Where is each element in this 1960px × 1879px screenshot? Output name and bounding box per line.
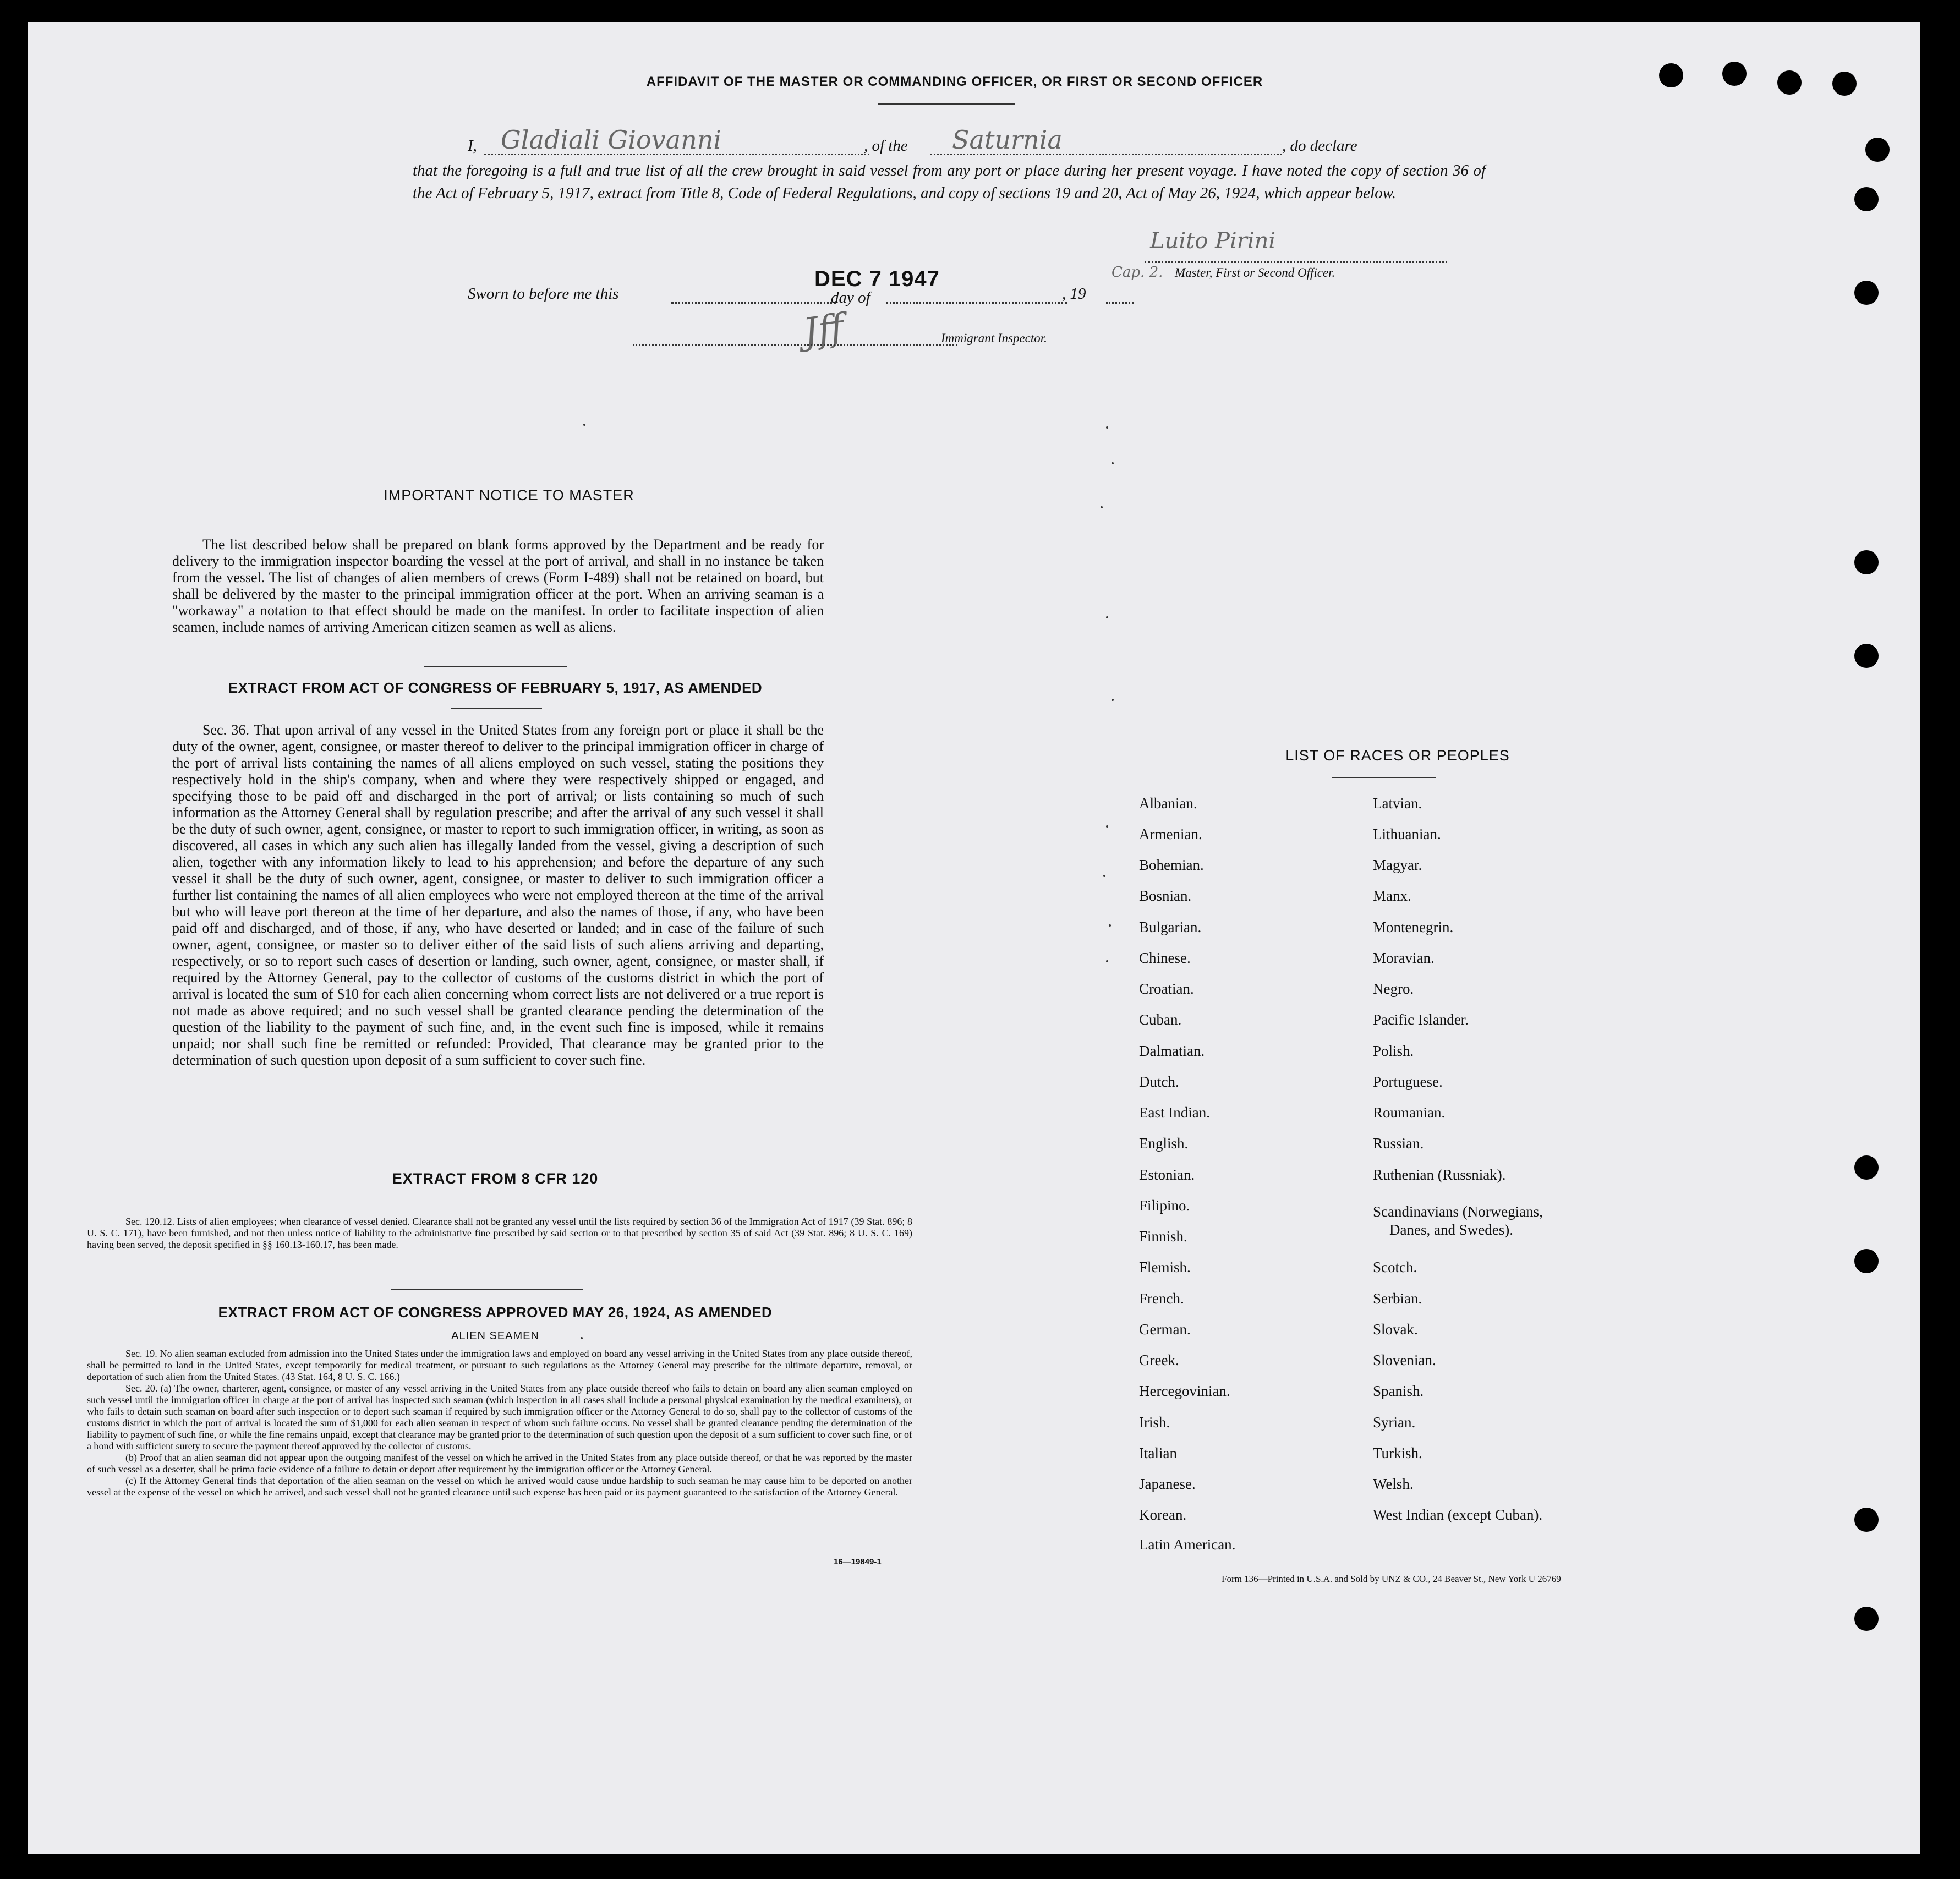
race-item: Armenian.	[1139, 826, 1202, 842]
race-item: Latin American.	[1139, 1536, 1236, 1553]
race-item: Roumanian.	[1373, 1104, 1446, 1121]
cfr-heading: EXTRACT FROM 8 CFR 120	[392, 1170, 599, 1187]
race-item: Spanish.	[1373, 1383, 1424, 1399]
master-signature: Luito Pirini	[1150, 228, 1276, 254]
year-field	[1106, 283, 1134, 304]
extract-1917-body: Sec. 36. That upon arrival of any vessel in the United States from any foreign port or place it shall be the duty of the owner, agent, consignee, or master thereof to deliver to the principal immigration officer in charge of the port of arrival lists containing the names of all aliens employed on such vessel, stating the positions they respectively hold in the ship's company, when and where they were respectively shipped or engaged, and specifying those to be paid off and discharged in the port of arrival; or lists containing so much of such information as the Attorney General shall by regulation prescribe; and after the arrival of any such vessel it shall be the duty of such owner, agent, consignee, or master to report to such immigration officer, in writing, as soon as discovered, all cases in which any such alien has illegally landed from the vessel, giving a description of such alien, together with any information likely to lead to his apprehension; and before the departure of any such vessel it shall be the duty of such owner, agent, consignee, or master to deliver to such immigration officer a further list containing the names of all alien employees who were not employed thereon at the time of the arrival but who will leave port thereon at the time of her departure, and also the names of those, if any, who have been paid off and discharged, and of those, if any, who have deserted or landed; and in case of the failure of such owner, agent, consignee, or master so to deliver either of the said lists of such aliens arriving and departing, respectively, or so to report such cases of desertion or landing, such owner, agent, consignee, or master shall, if required by the Attorney General, pay to the collector of customs of the customs district in which the port of arrival is located the sum of $10 for each alien concerning whom correct lists are not delivered or a true report is not made as above required; and no such vessel shall be granted clearance pending the determination of the question of the liability to the payment of such fine, and, in the event such fine is imposed, while it remains unpaid; nor shall such fine be remitted or refunded: Provided, That clearance may be granted prior to the determination of such question upon deposit of a sum sufficient to cover such fine.	[172, 722, 824, 1068]
punch-hole	[1777, 70, 1802, 95]
race-item: Bohemian.	[1139, 857, 1204, 873]
punch-hole	[1854, 1249, 1879, 1273]
race-item: Scotch.	[1373, 1259, 1417, 1275]
alien-seamen-subheading: ALIEN SEAMEN	[451, 1330, 539, 1342]
race-item: Montenegrin.	[1373, 919, 1454, 935]
race-item: Latvian.	[1373, 795, 1422, 812]
race-item: Manx.	[1373, 888, 1411, 904]
punch-hole	[1659, 63, 1683, 87]
race-item: Slovak.	[1373, 1321, 1418, 1338]
race-item: Moravian.	[1373, 950, 1435, 966]
date-stamp: DEC 7 1947	[814, 267, 940, 291]
race-item: Flemish.	[1139, 1259, 1191, 1275]
punch-hole	[1854, 550, 1879, 574]
divider	[424, 666, 567, 667]
race-item: Negro.	[1373, 980, 1414, 997]
race-item: Croatian.	[1139, 980, 1194, 997]
race-item: Slovenian.	[1373, 1352, 1436, 1368]
race-item: West Indian (except Cuban).	[1373, 1507, 1543, 1523]
punch-hole	[1854, 644, 1879, 668]
punch-hole	[1722, 62, 1747, 86]
month-field	[886, 283, 1067, 304]
race-item: Syrian.	[1373, 1414, 1416, 1431]
master-label: Master, First or Second Officer.	[1175, 266, 1335, 280]
document-page	[28, 22, 1920, 1854]
divider	[391, 1289, 583, 1290]
i-label: I,	[468, 137, 477, 155]
sworn-label: Sworn to before me this	[468, 285, 619, 303]
race-item: Portuguese.	[1373, 1073, 1443, 1090]
sec-20a-paragraph: Sec. 20. (a) The owner, charterer, agent, consignee, or master of any vessel arriving in the United States from any place outside thereof who fails to detain on board any alien seaman employed on such vessel until the immigration officer in charge at the port of arrival has inspected such seaman (which inspection in all cases shall include a personal physical examination by the medical examiners), or who fails to detain such seaman on board after such inspection or to deport such seaman if required by such immigration officer or the Attorney General to do so, shall pay to the collector of customs of the customs district in which the port of arrival is located the sum of $1,000 for each alien seaman in respect of whom such failure occurs. No vessel shall be granted clearance pending the determination of the liability to payment of such fine, or while the fine remains unpaid, except that clearance may be granted prior to the determination of such question upon the deposit of a sum sufficient to cover such fine, or of a bond with sufficient surety to secure the payment thereof approved by the collector of customs.	[87, 1383, 912, 1451]
punch-hole	[1854, 187, 1879, 211]
race-item: Finnish.	[1139, 1228, 1187, 1245]
race-item: Cuban.	[1139, 1011, 1182, 1028]
race-item: German.	[1139, 1321, 1191, 1338]
race-item: French.	[1139, 1290, 1184, 1307]
sec-20c-paragraph: (c) If the Attorney General finds that deportation of the alien seaman on the vessel on which he arrived would cause undue hardship to such seaman he may cause him to be deported on another vessel at the expense of the vessel on which he arrived, and such vessel shall not be granted clearance until such expense has been paid or its payment guaranteed to the satisfaction of the Attorney General.	[87, 1475, 912, 1498]
punch-hole	[1854, 1508, 1879, 1532]
punch-hole	[1854, 1607, 1879, 1631]
notice-heading: IMPORTANT NOTICE TO MASTER	[384, 487, 634, 503]
race-item: Lithuanian.	[1373, 826, 1441, 842]
race-item: English.	[1139, 1135, 1189, 1152]
cfr-body: Sec. 120.12. Lists of alien employees; when clearance of vessel denied. Clearance shall not be granted any vessel until the lists required by section 36 of the Immigration Act of 1917 (39 Stat. 896; 8 U. S. C. 171), have been furnished, and not then unless notice of liability to the administrative fine prescribed by said section or to that prescribed by section 35 of said Act (39 Stat. 896; 8 U. S. C. 169) having been served, the deposit specified in §§ 160.13-160.17, has been made.	[87, 1216, 912, 1250]
day-field	[671, 283, 836, 304]
race-item: Ruthenian (Russniak).	[1373, 1166, 1506, 1183]
punch-hole	[1865, 138, 1890, 162]
punch-hole	[1832, 72, 1857, 96]
race-item: East Indian.	[1139, 1104, 1210, 1121]
race-item: Estonian.	[1139, 1166, 1195, 1183]
race-item: Serbian.	[1373, 1290, 1422, 1307]
race-item: Italian	[1139, 1445, 1177, 1461]
race-item: Magyar.	[1373, 857, 1422, 873]
affidavit-title: AFFIDAVIT OF THE MASTER OR COMMANDING OFFICER, OR FIRST OR SECOND OFFICER	[646, 74, 1263, 89]
signature-field	[1145, 245, 1447, 263]
inspector-label: Immigrant Inspector.	[941, 331, 1047, 345]
day-of-label: day of	[831, 289, 870, 306]
inspector-field	[633, 327, 957, 346]
punch-hole	[1854, 1155, 1879, 1180]
race-item: Bosnian.	[1139, 888, 1192, 904]
form-footer: Form 136—Printed in U.S.A. and Sold by UNZ & CO., 24 Beaver St., New York U 26769	[1222, 1574, 1561, 1584]
race-item: Greek.	[1139, 1352, 1179, 1368]
race-item: Dutch.	[1139, 1073, 1179, 1090]
race-item: Turkish.	[1373, 1445, 1422, 1461]
race-item: Russian.	[1373, 1135, 1424, 1152]
race-item: Bulgarian.	[1139, 919, 1202, 935]
year-label: , 19	[1062, 285, 1086, 303]
divider	[878, 103, 1015, 105]
race-item: Danes, and Swedes).	[1389, 1221, 1513, 1238]
extract-1924-heading: EXTRACT FROM ACT OF CONGRESS APPROVED MAY 26, 1924, AS AMENDED	[218, 1304, 773, 1321]
divider	[1332, 777, 1436, 778]
race-item: Hercegovinian.	[1139, 1383, 1230, 1399]
affidavit-body: that the foregoing is a full and true list of all the crew brought in said vessel from any port or place during her present voyage. I have noted the copy of section 36 of the Act of February 5, 1917, extract from Title 8, Code of Federal Regulations, and copy of sections 19 and 20, Act of May 26, 1924, which appear below.	[413, 162, 1486, 202]
punch-hole	[1854, 281, 1879, 305]
master-name-handwriting: Gladiali Giovanni	[501, 125, 722, 155]
races-heading: LIST OF RACES OR PEOPLES	[1285, 747, 1510, 764]
inspector-signature: Jff	[800, 305, 847, 353]
race-item: Japanese.	[1139, 1476, 1196, 1492]
form-code: 16—19849-1	[834, 1557, 882, 1566]
race-item: Korean.	[1139, 1507, 1187, 1523]
extract-1924-body	[87, 1348, 912, 1498]
divider	[451, 708, 542, 709]
race-item: Welsh.	[1373, 1476, 1414, 1492]
race-item: Albanian.	[1139, 795, 1197, 812]
race-item: Filipino.	[1139, 1197, 1190, 1214]
race-item: Polish.	[1373, 1043, 1414, 1059]
race-item: Scandinavians (Norwegians,	[1373, 1203, 1543, 1220]
declaration-line	[468, 125, 1486, 162]
race-item: Dalmatian.	[1139, 1043, 1205, 1059]
sec-19-paragraph: Sec. 19. No alien seaman excluded from admission into the United States under the immigration laws and employed on board any vessel arriving in the United States from any place outside thereof, shall be permitted to land in the United States, except temporarily for medical treatment, or pursuant to such regulations as the Attorney General may prescribe for the ultimate departure, removal, or deportation of such alien from the United States. (43 Stat. 164, 8 U. S. C. 166.)	[87, 1348, 912, 1382]
sec-20b-paragraph: (b) Proof that an alien seaman did not appear upon the outgoing manifest of the vessel on which he arrived in the United States from any place outside thereof, or that he was reported by the master of such vessel as a deserter, shall be prima facie evidence of a failure to detain or deport after requirement by the immigration officer or the Attorney General.	[87, 1452, 912, 1475]
notice-body: The list described below shall be prepared on blank forms approved by the Department and be ready for delivery to the immigration inspector boarding the vessel at the port of arrival, and shall in no instance be taken from the vessel. The list of changes of alien members of crews (Form I-489) shall not be retained on board, but shall be delivered by the master to the principal immigration officer at the port. When an arriving seaman is a "workaway" a notation to that effect should be made on the manifest. In order to facilitate inspection of alien seamen, include names of arriving American citizen seamen as well as aliens.	[172, 536, 824, 635]
declare-label: , do declare	[1282, 137, 1357, 155]
race-item: Irish.	[1139, 1414, 1170, 1431]
race-item: Pacific Islander.	[1373, 1011, 1469, 1028]
race-item: Chinese.	[1139, 950, 1191, 966]
vessel-name-handwriting: Saturnia	[952, 125, 1063, 155]
captain-abbrev: Cap. 2.	[1112, 264, 1163, 281]
of-the-label: , of the	[864, 137, 908, 155]
extract-1917-heading: EXTRACT FROM ACT OF CONGRESS OF FEBRUARY 5, 1917, AS AMENDED	[228, 680, 763, 696]
